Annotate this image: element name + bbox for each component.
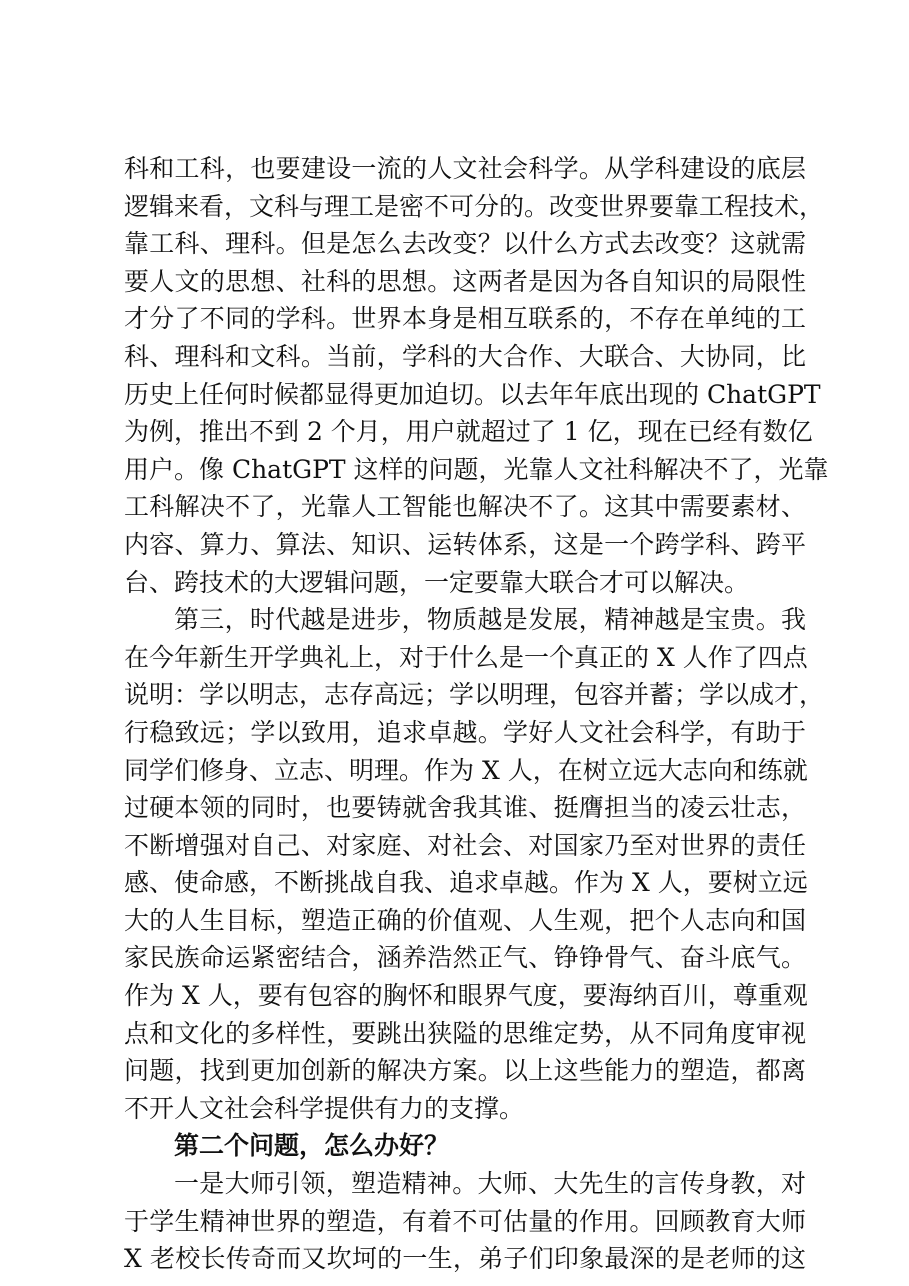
text-line: 于学生精神世界的塑造，有着不可估量的作用。回顾教育大师 — [124, 1206, 806, 1236]
text-line: 家民族命运紧密结合，涵养浩然正气、铮铮骨气、奋斗底气。 — [124, 943, 806, 973]
text-line: 不开人文社会科学提供有力的支撑。 — [124, 1093, 525, 1123]
text-line: 问题，找到更加创新的解决方案。以上这些能力的塑造，都离 — [124, 1056, 806, 1086]
text-line: 靠工科、理科。但是怎么去改变？以什么方式去改变？这就需 — [124, 229, 806, 259]
text-line: 点和文化的多样性，要跳出狭隘的思维定势，从不同角度审视 — [124, 1018, 806, 1048]
paragraph-first-line: 第三，时代越是进步，物质越是发展，精神越是宝贵。我 — [174, 605, 806, 635]
text-line: 内容、算力、算法、知识、运转体系，这是一个跨学科、跨平 — [124, 529, 806, 559]
text-line: 科和工科，也要建设一流的人文社会科学。从学科建设的底层 — [124, 154, 806, 183]
text-line: 台、跨技术的大逻辑问题，一定要靠大联合才可以解决。 — [124, 567, 750, 597]
section-heading: 第二个问题，怎么办好？ — [174, 1131, 450, 1161]
text-line: 在今年新生开学典礼上，对于什么是一个真正的 X 人作了四点 — [124, 642, 808, 672]
text-line: 不断增强对自己、对家庭、对社会、对国家乃至对世界的责任 — [124, 830, 806, 860]
text-line: X 老校长传奇而又坎坷的一生，弟子们印象最深的是老师的这 — [124, 1244, 806, 1274]
text-line: 过硬本领的同时，也要铸就舍我其谁、挺膺担当的凌云壮志， — [124, 793, 806, 823]
text-line: 作为 X 人，要有包容的胸怀和眼界气度，要海纳百川，尊重观 — [124, 981, 808, 1011]
text-line: 科、理科和文科。当前，学科的大合作、大联合、大协同，比 — [124, 341, 806, 371]
text-line: 为例，推出不到 2 个月，用户就超过了 1 亿，现在已经有数亿 — [124, 417, 813, 447]
text-line: 大的人生目标，塑造正确的价值观、人生观，把个人志向和国 — [124, 905, 806, 935]
text-line: 感、使命感，不断挑战自我、追求卓越。作为 X 人，要树立远 — [124, 868, 808, 898]
text-line: 工科解决不了，光靠人工智能也解决不了。这其中需要素材、 — [124, 492, 806, 522]
text-line: 逻辑来看，文科与理工是密不可分的。改变世界要靠工程技术， — [124, 191, 825, 221]
paragraph-first-line: 一是大师引领，塑造精神。大师、大先生的言传身教，对 — [174, 1169, 806, 1199]
text-line: 说明：学以明志，志存高远；学以明理，包容并蓄；学以成才， — [124, 680, 825, 710]
body-text — [124, 150, 829, 1278]
text-line: 行稳致远；学以致用，追求卓越。学好人文社会科学，有助于 — [124, 717, 806, 747]
text-line: 要人文的思想、社科的思想。这两者是因为各自知识的局限性 — [124, 266, 806, 296]
text-line: 用户。像 ChatGPT 这样的问题，光靠人文社科解决不了，光靠 — [124, 454, 829, 484]
text-line: 历史上任何时候都显得更加迫切。以去年年底出现的 ChatGPT — [124, 379, 821, 409]
text-line: 同学们修身、立志、明理。作为 X 人，在树立远大志向和练就 — [124, 755, 808, 785]
text-line: 才分了不同的学科。世界本身是相互联系的，不存在单纯的工 — [124, 304, 806, 334]
